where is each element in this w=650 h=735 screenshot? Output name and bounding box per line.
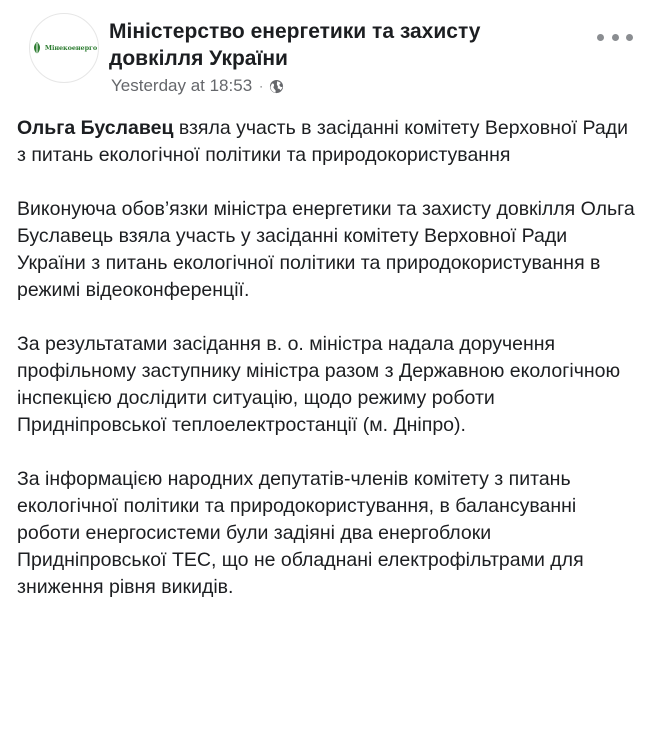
page-name-link[interactable]: Міністерство енергетики та захисту довкілля України: [109, 20, 481, 70]
meta-separator: ·: [259, 79, 264, 93]
avatar-logo-text: Мінекоенерго: [44, 44, 98, 52]
leaf-logo-icon: [31, 41, 43, 55]
post-paragraph-3: За результатами засідання в. о. міністра надала доручення профільному заступнику міністра разом з Державною екологічною інспекцією дослідити ситуацію, щодо режиму роботи Придніпровської теплоелектростанції (м. Дніпро).: [17, 333, 621, 436]
post-paragraph-1: [17, 115, 637, 169]
page-avatar[interactable]: [29, 13, 99, 83]
more-options-dot: [597, 34, 604, 41]
post-paragraph-4: За інформацією народних депутатів-членів комітету з питань екологічної політики та природокористування, в балансуванні роботи енергосистеми були задіяні два енергоблоки Придніпровської ТЕС, що не обладнані електрофільтрами для зниження рівня викидів.: [17, 468, 584, 598]
post-body: [17, 115, 637, 628]
avatar-logo: [31, 41, 97, 55]
post-timestamp[interactable]: Yesterday at 18:53: [111, 76, 253, 95]
post-paragraph-2: Виконуюча обов’язки міністра енергетики та захисту довкілля Ольга Буславець взяла участь у засіданні комітету Верховної Ради України з питань екологічної політики та природокористування в режимі відеоконференції.: [17, 198, 635, 301]
more-options-button[interactable]: [597, 30, 633, 44]
globe-icon[interactable]: [269, 79, 284, 94]
post-header: [17, 0, 650, 106]
post-meta: [111, 75, 284, 97]
paragraph-1-text: взяла участь в засіданні комітету Верховної Ради з питань екологічної політики та природокористування: [17, 117, 629, 166]
mention-link[interactable]: Ольга Буславец: [17, 117, 174, 139]
more-options-dot: [612, 34, 619, 41]
more-options-dot: [626, 34, 633, 41]
